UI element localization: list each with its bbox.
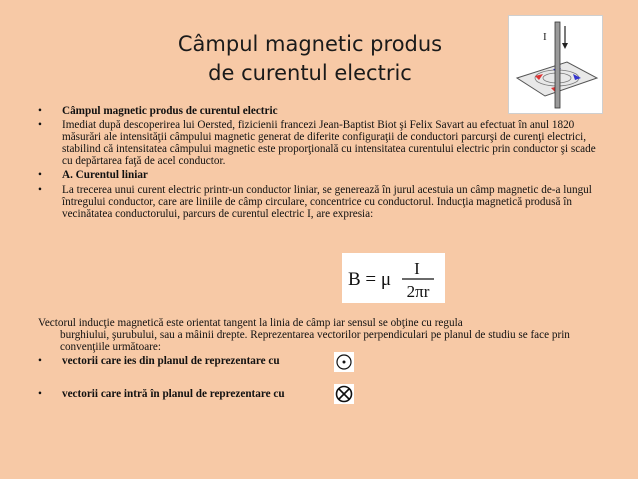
- bullet-list: [38, 105, 603, 220]
- bullet-marker: •: [38, 183, 42, 196]
- conductor-field-icon: [509, 16, 602, 113]
- bullet-item: [38, 105, 603, 117]
- bullet-marker: •: [38, 119, 42, 132]
- paragraph-rest: burghiului, şurubului, sau a mâinii drepte. Reprezentarea vectorilor perpendiculari pe planul de studiu se face prin convenţiile următoare:: [60, 329, 570, 354]
- oersted-figure: [508, 15, 603, 114]
- convention-text: vectorii care intră în planul de reprezentare cu: [62, 388, 285, 400]
- vector-paragraph: [38, 317, 598, 353]
- bullet-item: [38, 119, 603, 167]
- bullet-marker: •: [38, 388, 42, 400]
- bullet-text: Imediat după descoperirea lui Oersted, fizicienii francezi Jean-Baptist Biot şi Felix Savart au efectuat în anul 1820 măsurări ale intensităţii câmpului magnetic generat de diferite configuraţii de conductori parcurşi de curenţi electrici, stabilind că intensitatea câmpului magnetic este proporţională cu intensitatea curentului electric prin conductor şi scade cu depărtarea faţă de acel conductor.: [62, 119, 596, 168]
- formula-lhs: B = μ: [348, 269, 392, 290]
- convention-item-out: [38, 355, 280, 367]
- title-line-1: Câmpul magnetic produs: [177, 32, 443, 56]
- dot-in-circle-icon: [334, 352, 354, 372]
- bullet-item: [38, 184, 603, 220]
- bullet-text: A. Curentul liniar: [62, 169, 148, 182]
- cross-in-circle-icon: [334, 384, 354, 404]
- bullet-marker: •: [38, 105, 42, 117]
- convention-text: vectorii care ies din planul de reprezentare cu: [62, 355, 280, 367]
- formula-numerator: I: [414, 259, 420, 278]
- bullet-marker: •: [38, 355, 42, 367]
- title-line-2: de curentul electric: [208, 61, 412, 85]
- current-label: I: [543, 31, 547, 43]
- formula-denominator: 2πr: [406, 282, 430, 301]
- bullet-item: [38, 169, 603, 181]
- bullet-text: Câmpul magnetic produs de curentul electric: [62, 105, 278, 117]
- convention-item-in: [38, 388, 285, 400]
- biot-savart-formula: [342, 253, 445, 303]
- paragraph-first-line: Vectorul inducţie magnetică este orientat tangent la linia de câmp iar sensul se obţine cu regula: [38, 317, 463, 329]
- bullet-text: La trecerea unui curent electric printr-un conductor liniar, se generează în jurul acestuia un câmp magnetic de-a lungul întregului conductor, care are liniile de câmp circulare, concentrice cu conductorul. Inducţia magnetică produsă în vecinătatea conductorului, parcurs de curentul electric I, are expresia:: [62, 183, 592, 220]
- bullet-marker: •: [38, 169, 42, 182]
- slide-title: [130, 30, 490, 88]
